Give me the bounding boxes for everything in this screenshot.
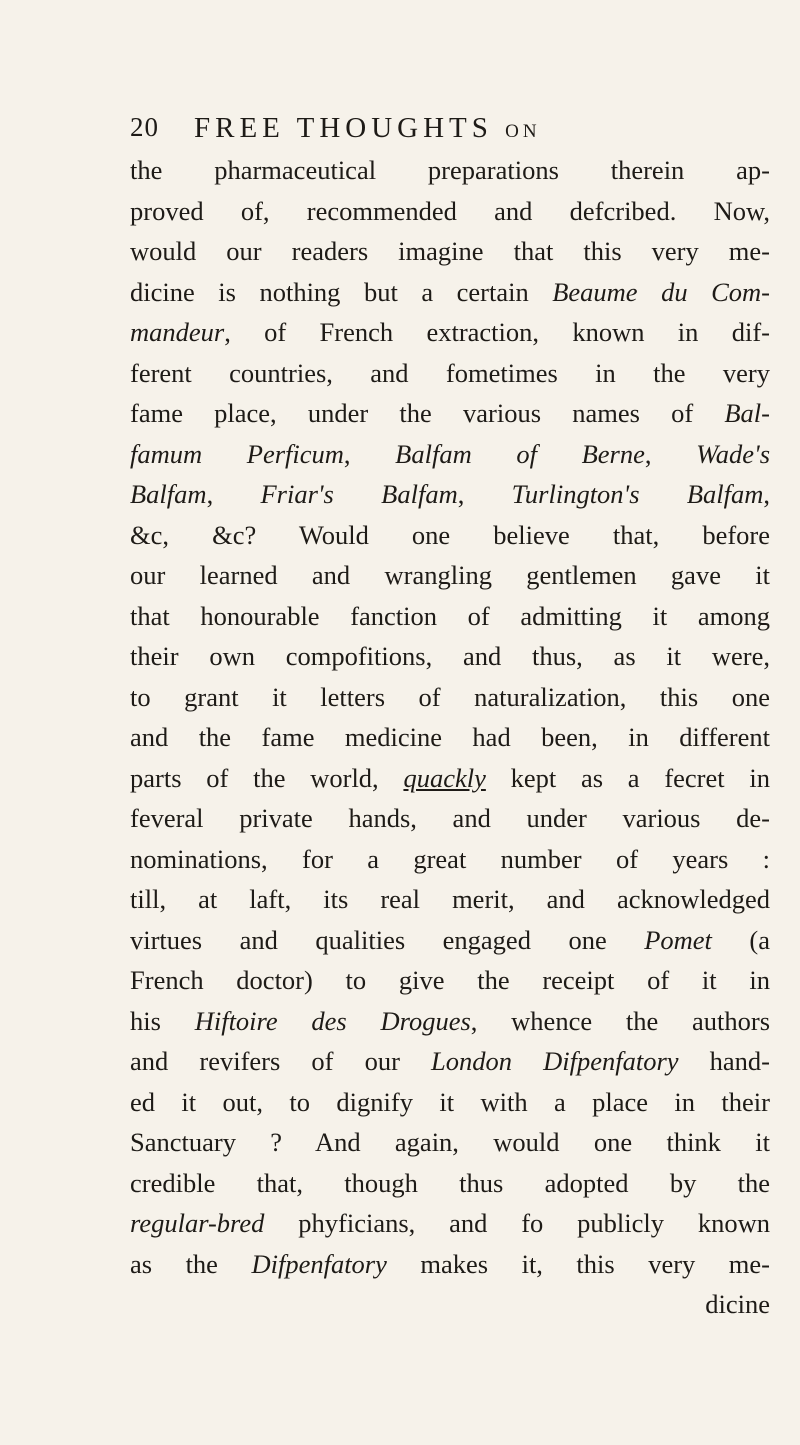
text-segment: feveral private hands, and under various de- [130,803,770,833]
text-segment: virtues and qualities engaged one [130,924,645,955]
text-line [130,231,770,272]
text-line [130,1163,770,1204]
text-segment: ed it out, to dignify it with a place in their [130,1086,770,1117]
text-segment: fame place, under the various names of [130,398,725,428]
text-segment: his [130,1005,195,1036]
text-segment: , of French extraction, known in dif- [224,317,770,347]
text-segment: Beaume du Com- [552,276,770,307]
text-segment: their own compofitions, and thus, as it were, [130,641,770,671]
text-line [130,1284,770,1325]
text-line [130,596,770,637]
text-segment: dicine is nothing but a certain [130,276,553,307]
text-line [130,758,770,799]
text-line [130,879,770,920]
text-segment: mandeur [130,317,225,347]
text-segment: , [457,479,512,509]
text-segment: would our readers imagine that this very me- [130,236,770,266]
text-segment: , [343,438,396,469]
text-line [130,920,770,961]
text-line [130,1122,770,1163]
text-segment: (a [711,924,770,955]
text-line [130,555,770,596]
text-line [130,393,770,434]
body-text [130,150,770,1325]
text-line [130,474,770,515]
running-head-title: FREE THOUGHTS [194,112,493,144]
text-segment: French doctor) to give the receipt of it in [130,965,770,995]
text-line [130,636,770,677]
text-segment: as the [130,1248,252,1279]
text-segment: , whence the authors [470,1005,771,1036]
text-line [130,1041,770,1082]
text-segment: credible that, though thus adopted by the [130,1167,770,1198]
text-segment: Hiftoire des Drogues [194,1005,471,1036]
text-line [130,1203,770,1244]
text-segment: Turlington's Balfam [511,479,764,509]
text-segment: ferent countries, and fometimes in the very [130,357,770,388]
text-segment: Friar's Balfam [260,479,458,509]
text-segment: till, at laft, its real merit, and acknowledged [130,884,770,914]
text-segment: nominations, for a great number of years : [130,843,770,874]
text-line [130,272,770,313]
text-segment: and revifers of our [130,1046,432,1076]
text-line [130,677,770,718]
text-segment: &c, &c? Would one believe that, before [130,519,770,550]
text-segment: to grant it letters of naturalization, this one [130,681,770,712]
text-line [130,353,770,394]
page-header [130,112,770,152]
text-segment: that honourable fanction of admitting it among [130,600,770,631]
text-segment: proved of, recommended and defcribed. Now, [130,195,770,226]
text-segment: , [763,479,770,509]
text-segment: phyficians, and fo publicly known [264,1208,770,1238]
text-line [130,434,770,475]
text-line [130,839,770,880]
text-segment: Wade's [696,438,771,469]
running-head-on: ON [505,121,541,142]
text-segment: Sanctuary ? And again, would one think it [130,1127,770,1157]
text-line [130,798,770,839]
text-line [130,1244,770,1285]
text-line [130,312,770,353]
text-line [130,1082,770,1123]
text-segment: Balfam [130,479,207,509]
text-segment: the pharmaceutical preparations therein ap- [130,155,770,185]
running-head [194,112,541,145]
text-segment: kept as a fecret in [485,762,770,793]
text-line [130,515,770,556]
text-line [130,1001,770,1042]
text-segment: our learned and wrangling gentlemen gave it [130,560,770,590]
text-segment: dicine [705,1289,770,1319]
text-segment: and the fame medicine had been, in different [130,722,770,752]
text-segment: Difpenfatory [251,1248,387,1279]
text-segment: regular-bred [130,1208,265,1238]
text-line [130,717,770,758]
text-segment: London Difpenfatory [431,1046,679,1076]
text-line [130,960,770,1001]
text-segment: quackly [403,762,486,793]
text-segment: Pomet [644,924,712,955]
text-segment: , [206,479,261,509]
text-line [130,191,770,232]
text-segment: famum Perficum [130,438,344,469]
text-segment: parts of the world, [130,762,404,793]
text-segment: makes it, this very me- [386,1248,771,1279]
text-segment: Bal- [724,398,770,428]
text-segment: , [644,438,697,469]
text-line [130,150,770,191]
page-number: 20 [130,112,159,142]
text-segment: hand- [678,1046,770,1076]
text-segment: Balfam of Berne [395,438,645,469]
